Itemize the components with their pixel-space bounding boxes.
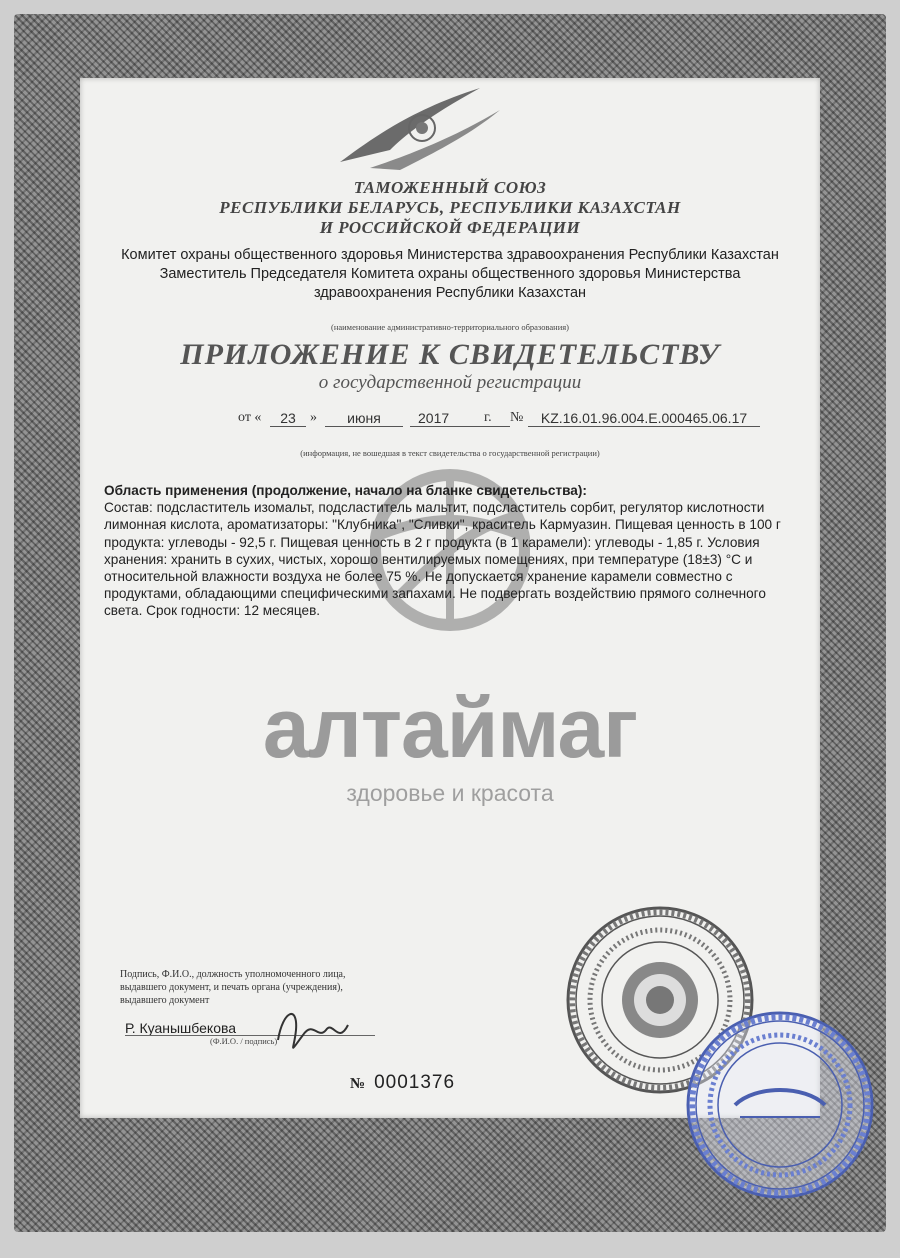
reg-number-label: № bbox=[510, 410, 524, 425]
date-year-suffix: г. bbox=[484, 410, 492, 425]
reg-number: KZ.16.01.96.004.E.000465.06.17 bbox=[528, 410, 760, 427]
blank-number bbox=[350, 1072, 455, 1094]
document-title: ПРИЛОЖЕНИЕ К СВИДЕТЕЛЬСТВУ bbox=[180, 338, 720, 371]
admin-note: (наименование административно-территориального образования) bbox=[330, 322, 569, 332]
blank-number-value: 0001376 bbox=[374, 1072, 456, 1093]
watermark-brand: алтаймаг bbox=[262, 681, 638, 775]
authority-line-3: здравоохранения Республики Казахстан bbox=[313, 285, 587, 301]
issuing-authority bbox=[80, 246, 820, 303]
authority-line-1: Комитет охраны общественного здоровья Министерства здравоохранения Республики Казахстан bbox=[121, 247, 779, 263]
info-note: (информация, не вошедшая в текст свидетельства о государственной регистрации) bbox=[300, 448, 600, 458]
authority-line-2: Заместитель Председателя Комитета охраны общественного здоровья Министерства bbox=[159, 266, 741, 282]
customs-union-emblem-icon bbox=[330, 80, 510, 175]
date-prefix: от « bbox=[238, 410, 262, 425]
union-line-3: И РОССИЙСКОЙ ФЕДЕРАЦИИ bbox=[319, 218, 581, 237]
handwritten-signature-icon bbox=[268, 1000, 358, 1060]
fio-note: (Ф.И.О. / подпись) bbox=[210, 1036, 278, 1046]
blank-number-label: № bbox=[350, 1076, 367, 1092]
signature-label-line-3: выдавшего документ bbox=[120, 995, 210, 1006]
union-line-2: РЕСПУБЛИКИ БЕЛАРУСЬ, РЕСПУБЛИКИ КАЗАХСТАН bbox=[219, 198, 681, 217]
date-day: 23 bbox=[270, 410, 306, 427]
signature-label-line-1: Подпись, Ф.И.О., должность уполномоченного лица, bbox=[120, 969, 346, 980]
date-month: июня bbox=[325, 410, 403, 427]
application-content bbox=[104, 482, 794, 620]
content-heading: Область применения (продолжение, начало на бланке свидетельства): bbox=[104, 483, 587, 498]
document-subtitle: о государственной регистрации bbox=[318, 372, 582, 393]
date-mid: » bbox=[310, 410, 317, 425]
content-body: Состав: подсластитель изомальт, подсластитель мальтит, подсластитель сорбит, регулятор кислотности лимонная кислота, ароматизаторы: "Клубника", "Сливки", краситель Кармуазин. Пищевая ценность в 100 г продукта: углеводы - 92,5 г. Пищевая ценность в 2 г продукта (в 1 карамели): углеводы - 1,85 г. Условия хранения: хранить в сухих, чистых, хорошо вентилируемых помещениях, при температуре (18±3) °С и относительной влажности воздуха не более 75 %. Не допускается хранение карамели совместно с продуктами, обладающими специфическими запахами. Не подвергать воздействию прямого солнечного света. Срок годности: 12 месяцев. bbox=[104, 500, 781, 619]
arkom-certification-seal-icon bbox=[680, 1005, 880, 1205]
signature-label-line-2: выдавшего документ, и печать органа (учреждения), bbox=[120, 982, 343, 993]
customs-union-header bbox=[150, 178, 750, 238]
date-year: 2017 bbox=[410, 410, 510, 427]
signer-name: Р. Куанышбекова bbox=[125, 1020, 237, 1036]
union-line-1: ТАМОЖЕННЫЙ СОЮЗ bbox=[353, 178, 547, 197]
watermark-tagline: здоровье и красота bbox=[346, 780, 554, 806]
